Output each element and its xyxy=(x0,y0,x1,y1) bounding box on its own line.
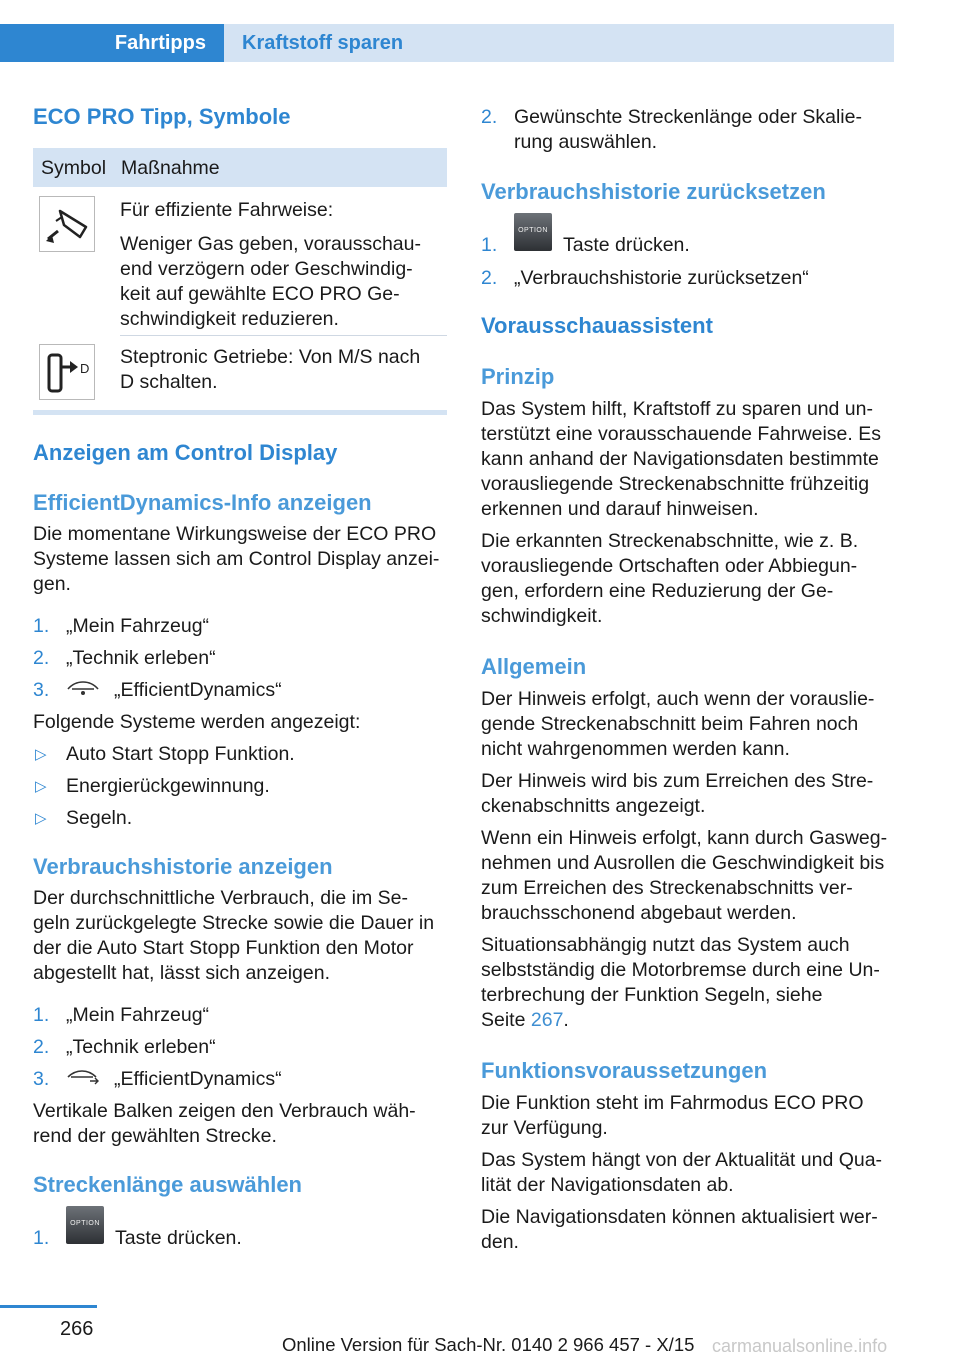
row1-line4: keit auf gewählte ECO PRO Ge- xyxy=(120,283,400,305)
allg-p1-2: gende Streckenabschnitt beim Fahren noch xyxy=(481,713,859,735)
fv-p1-2: zur Verfügung. xyxy=(481,1117,608,1139)
hist-text-3: der die Auto Start Stopp Funktion den Motor xyxy=(33,937,414,959)
prinzip-p2-3: gen, erfordern eine Reduzierung der Ge- xyxy=(481,580,834,602)
va-title: Vorausschauassistent xyxy=(481,313,713,338)
prinzip-p1-5: erkennen und darauf hinweisen. xyxy=(481,498,759,520)
hist-text-1: Der durchschnittliche Verbrauch, die im Se- xyxy=(33,887,409,909)
fv-p3-1: Die Navigationsdaten können aktualisiert wer- xyxy=(481,1206,878,1228)
bullet-triangle-icon: ▷ xyxy=(35,810,47,827)
option-button-icon[interactable]: OPTION xyxy=(514,213,552,251)
row1-line2: Weniger Gas geben, vorausschau- xyxy=(120,233,421,255)
row1-line3: end verzögern oder Geschwindig- xyxy=(120,258,413,280)
gear-shift-d-icon xyxy=(39,344,95,400)
fv-p1-1: Die Funktion steht im Fahrmodus ECO PRO xyxy=(481,1092,864,1114)
tab-kraftstoff-sparen[interactable]: Kraftstoff sparen xyxy=(224,24,894,62)
footer-rule xyxy=(0,1305,97,1308)
svg-text:D: D xyxy=(80,361,90,376)
fv-p2-2: lität der Navigationsdaten ab. xyxy=(481,1174,734,1196)
control-display-title: Anzeigen am Control Display xyxy=(33,440,338,465)
eco-pro-title: ECO PRO Tipp, Symbole xyxy=(33,104,291,129)
allg-p4-4: Seite 267. xyxy=(481,1009,569,1031)
col-action: Maßnahme xyxy=(121,157,220,179)
option-button-icon[interactable]: OPTION xyxy=(66,1206,104,1244)
ed-text-2: Systeme lassen sich am Control Display anzei- xyxy=(33,548,440,570)
allg-p4-1: Situationsabhängig nutzt das System auch xyxy=(481,934,850,956)
prinzip-title: Prinzip xyxy=(481,364,555,389)
prinzip-p1-3: kann anhand der Navigationsdaten bestimmte xyxy=(481,448,879,470)
prinzip-p2-4: schwindigkeit. xyxy=(481,605,603,627)
row2-line1: Steptronic Getriebe: Von M/S nach xyxy=(120,346,421,368)
fv-title: Funktionsvoraussetzungen xyxy=(481,1058,768,1083)
pedal-lift-icon xyxy=(39,196,95,252)
hist-text-2: geln zurückgelegte Strecke sowie die Dauer in xyxy=(33,912,435,934)
efficientdynamics-history-icon xyxy=(66,1069,100,1087)
history-title: Verbrauchshistorie anzeigen xyxy=(33,854,333,879)
ed-text-3: gen. xyxy=(33,573,71,595)
ed-text-1: Die momentane Wirkungsweise der ECO PRO xyxy=(33,523,437,545)
row2-line2: D schalten. xyxy=(120,371,218,393)
bullet-triangle-icon: ▷ xyxy=(35,746,47,763)
reset-title: Verbrauchshistorie zurücksetzen xyxy=(481,179,826,204)
allg-p1-1: Der Hinweis erfolgt, auch wenn der vorauslie- xyxy=(481,688,875,710)
length-title: Streckenlänge auswählen xyxy=(33,1172,302,1197)
prinzip-p1-2: terstützt eine vorausschauende Fahrweise. Es xyxy=(481,423,881,445)
allg-p3-4: brauchsschonend abgebaut werden. xyxy=(481,902,797,924)
allg-p1-3: nicht wahrgenommen werden kann. xyxy=(481,738,790,760)
allgemein-title: Allgemein xyxy=(481,654,587,679)
bars-text-1: Vertikale Balken zeigen den Verbrauch wäh- xyxy=(33,1100,416,1122)
table-bottom-rule xyxy=(33,410,447,415)
prinzip-p2-2: vorausliegende Ortschaften oder Abbiegun- xyxy=(481,555,858,577)
allg-p3-3: zum Erreichen des Streckenabschnitts ver- xyxy=(481,877,853,899)
page-link[interactable]: 267 xyxy=(530,1009,564,1031)
page-number: 266 xyxy=(60,1318,94,1340)
hist-text-4: abgestellt hat, lässt sich anzeigen. xyxy=(33,962,331,984)
col-symbol: Symbol xyxy=(41,157,107,179)
row1-line5: schwindigkeit reduzieren. xyxy=(120,308,339,330)
allg-p2-2: ckenabschnitts angezeigt. xyxy=(481,795,706,817)
table-row-divider xyxy=(120,335,447,336)
allg-p4-3: terbrechung der Funktion Segeln, siehe xyxy=(481,984,823,1006)
fv-p2-1: Das System hängt von der Aktualität und Qua- xyxy=(481,1149,883,1171)
row1-line1: Für effiziente Fahrweise: xyxy=(120,199,334,221)
systems-intro: Folgende Systeme werden angezeigt: xyxy=(33,711,361,733)
watermark: carmanualsonline.info xyxy=(712,1336,888,1356)
prinzip-p1-4: vorausliegende Streckenabschnitte frühzeitig xyxy=(481,473,870,495)
efficientdynamics-icon xyxy=(66,680,100,698)
efficientdynamics-title: EfficientDynamics-Info anzeigen xyxy=(33,490,372,515)
tab-fahrtipps[interactable]: Fahrtipps xyxy=(0,24,224,62)
prinzip-p2-1: Die erkannten Streckenabschnitte, wie z. B. xyxy=(481,530,859,552)
allg-p2-1: Der Hinweis wird bis zum Erreichen des Stre- xyxy=(481,770,874,792)
online-version: Online Version für Sach-Nr. 0140 2 966 457 - X/15 xyxy=(282,1334,695,1355)
symbol-table-header xyxy=(33,148,447,187)
allg-p3-1: Wenn ein Hinweis erfolgt, kann durch Gasweg- xyxy=(481,827,888,849)
fv-p3-2: den. xyxy=(481,1231,519,1253)
bars-text-2: rend der gewählten Strecke. xyxy=(33,1125,277,1147)
bullet-triangle-icon: ▷ xyxy=(35,778,47,795)
allg-p4-2: selbstständig die Motorbremse durch eine Un- xyxy=(481,959,880,981)
page-header xyxy=(0,24,894,62)
prinzip-p1-1: Das System hilft, Kraftstoff zu sparen und un- xyxy=(481,398,873,420)
allg-p3-2: nehmen und Ausrollen die Geschwindigkeit bis xyxy=(481,852,885,874)
len-step2-cont: rung auswählen. xyxy=(514,131,658,153)
